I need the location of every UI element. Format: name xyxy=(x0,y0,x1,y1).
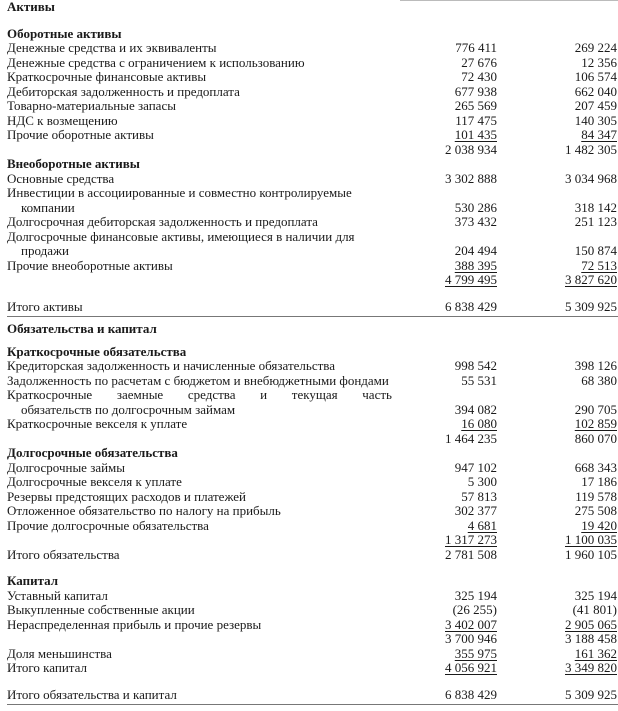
value-col2: 106 574 xyxy=(574,69,617,84)
balance-sheet xyxy=(7,0,618,702)
value-col2: 662 040 xyxy=(574,83,617,99)
value-col1: 373 432 xyxy=(454,214,497,229)
value-col1: 27 676 xyxy=(461,54,497,70)
row-label: Нераспределенная прибыль и прочие резервы xyxy=(7,616,262,632)
value-col1: 3 302 888 xyxy=(445,170,497,186)
noncurrent-liabilities-heading: Долгосрочные обязательства xyxy=(7,445,178,460)
value-col1: 101 435 xyxy=(454,127,497,142)
subtotal-col2: 860 070 xyxy=(574,430,617,446)
value-col1: 204 494 xyxy=(454,243,497,258)
value-col2: 3 034 968 xyxy=(565,170,617,186)
subtotal-row-current-liabilities xyxy=(7,432,618,447)
value-col2: 290 705 xyxy=(574,401,617,417)
value-col1: 947 102 xyxy=(454,459,497,475)
table-row xyxy=(7,618,618,633)
current-liabilities-heading: Краткосрочные обязательства xyxy=(7,343,187,359)
table-row xyxy=(7,85,618,100)
value-col1: 4 681 xyxy=(467,517,497,533)
value-col2: 84 347 xyxy=(581,127,617,142)
assets-heading: Активы xyxy=(7,0,55,14)
subtotal-row-current-assets xyxy=(7,143,618,158)
row-label: Долгосрочные векселя к уплате xyxy=(7,474,182,489)
table-row xyxy=(7,41,618,56)
value-col2: (41 801) xyxy=(572,602,617,617)
value-col1: 530 286 xyxy=(454,199,497,215)
table-row xyxy=(7,589,618,604)
value-col1: 998 542 xyxy=(454,358,497,373)
row-label-continuation: обязательств по долгосрочным займам xyxy=(21,401,236,417)
subsection-current-liabilities xyxy=(7,345,618,360)
table-row-continuation xyxy=(7,403,618,418)
value-col2: 72 513 xyxy=(581,257,617,273)
table-row xyxy=(7,114,618,129)
table-row-continuation xyxy=(7,244,618,259)
subtotal-col2: 1 482 305 xyxy=(565,141,617,157)
total-liabilities-equity-label: Итого обязательства и капитал xyxy=(7,686,177,702)
value-col2: 17 186 xyxy=(581,474,617,489)
word: заемные xyxy=(116,387,164,402)
row-label: Долгосрочные финансовые активы, имеющиеся в наличии для xyxy=(7,228,355,244)
value-col1: 55 531 xyxy=(461,372,497,388)
row-label: Инвестиции в ассоциированные и совместно контролируемые xyxy=(7,185,352,200)
total-rule xyxy=(7,316,618,317)
subsection-current-assets xyxy=(7,27,618,42)
table-row xyxy=(7,259,618,274)
value-col2: 269 224 xyxy=(574,40,617,55)
value-col2: 68 380 xyxy=(581,372,617,388)
total-col2: 5 309 925 xyxy=(565,298,617,314)
total-col1: 6 838 429 xyxy=(445,298,497,314)
value-col1: (26 255) xyxy=(452,602,497,617)
total-liabilities-equity-row xyxy=(7,688,618,703)
value-col1: 302 377 xyxy=(454,503,497,518)
value-col1: 677 938 xyxy=(454,83,497,99)
current-assets-heading: Оборотные активы xyxy=(7,25,122,41)
row-label: Краткосрочные финансовые активы xyxy=(7,69,207,84)
row-label: Задолженность по расчетам с бюджетом и внебюджетными фондами xyxy=(7,372,389,388)
value-col1: 16 080 xyxy=(461,416,497,431)
row-label-justified xyxy=(7,388,392,403)
value-col2: 140 305 xyxy=(574,112,617,128)
word: средства xyxy=(187,387,236,402)
total-col1: 4 056 921 xyxy=(445,660,497,675)
minority-interest-row xyxy=(7,647,618,662)
row-label: НДС к возмещению xyxy=(7,112,118,128)
value-col2: 668 343 xyxy=(574,459,617,475)
row-label: Прочие внеоборотные активы xyxy=(7,257,173,273)
row-label: Прочие долгосрочные обязательства xyxy=(7,517,209,533)
subsection-noncurrent-liabilities xyxy=(7,446,618,461)
table-row xyxy=(7,359,618,374)
row-label: Прочие оборотные активы xyxy=(7,127,154,142)
table-row xyxy=(7,504,618,519)
subtotal-row-noncurrent-assets xyxy=(7,273,618,288)
value-col1: 5 300 xyxy=(467,474,497,489)
total-liabilities-row xyxy=(7,548,618,563)
subtotal-col2: 1 100 035 xyxy=(565,532,617,547)
table-row xyxy=(7,56,618,71)
value-col2: 207 459 xyxy=(574,98,617,113)
table-row xyxy=(7,128,618,143)
value-col2: 150 874 xyxy=(574,243,617,258)
subtotal-col2: 3 188 458 xyxy=(565,631,617,646)
value-col2: 275 508 xyxy=(574,503,617,518)
row-label: Дебиторская задолженность и предоплата xyxy=(7,83,240,99)
subtotal-row-equity xyxy=(7,632,618,647)
row-label: Выкупленные собственные акции xyxy=(7,602,195,617)
row-label: Основные средства xyxy=(7,170,115,186)
row-label: Долгосрочная дебиторская задолженность и предоплата xyxy=(7,214,318,229)
value-col1: 265 569 xyxy=(454,98,497,113)
value-col2: 119 578 xyxy=(575,488,617,504)
value-col2: 318 142 xyxy=(574,199,617,215)
value-col1: 394 082 xyxy=(454,401,497,417)
liabilities-equity-heading: Обязательства и капитал xyxy=(7,321,157,336)
table-row xyxy=(7,186,618,201)
total-equity-label: Итого капитал xyxy=(7,660,87,675)
value-col1: 388 395 xyxy=(454,257,497,273)
word: Краткосрочные xyxy=(7,387,93,402)
table-row xyxy=(7,215,618,230)
table-row xyxy=(7,519,618,534)
value-col2: 161 362 xyxy=(574,645,617,661)
value-col1: 776 411 xyxy=(455,40,497,55)
subtotal-col1: 1 464 235 xyxy=(445,430,497,446)
table-row xyxy=(7,490,618,505)
table-row xyxy=(7,230,618,245)
row-label: Резервы предстоящих расходов и платежей xyxy=(7,488,246,504)
total-assets-label: Итого активы xyxy=(7,298,83,314)
table-row-continuation xyxy=(7,201,618,216)
word: и xyxy=(260,387,268,402)
subtotal-row-noncurrent-liabilities xyxy=(7,533,618,548)
value-col1: 3 402 007 xyxy=(445,616,497,632)
subsection-equity xyxy=(7,574,618,589)
value-col1: 325 194 xyxy=(454,587,497,603)
value-col2: 19 420 xyxy=(581,517,617,533)
row-label: Кредиторская задолженность и начисленные обязательства xyxy=(7,358,336,373)
subtotal-col2: 3 827 620 xyxy=(565,272,617,287)
total-col1: 6 838 429 xyxy=(445,686,497,702)
value-col1: 72 430 xyxy=(461,69,497,84)
total-equity-row xyxy=(7,661,618,676)
row-label: Денежные средства с ограничением к использованию xyxy=(7,54,305,70)
table-row xyxy=(7,374,618,389)
row-label: Доля меньшинства xyxy=(7,645,112,661)
value-col2: 2 905 065 xyxy=(565,616,617,632)
table-row xyxy=(7,70,618,85)
word: текущая xyxy=(291,387,338,402)
row-label: Долгосрочные займы xyxy=(7,459,126,475)
row-label: Денежные средства и их эквиваленты xyxy=(7,40,217,55)
subtotal-col1: 1 317 273 xyxy=(445,532,497,547)
value-col1: 57 813 xyxy=(461,488,497,504)
subtotal-col1: 2 038 934 xyxy=(445,141,497,157)
value-col2: 102 859 xyxy=(574,416,617,431)
word: часть xyxy=(362,387,392,402)
subtotal-col1: 3 700 946 xyxy=(445,631,497,646)
table-row xyxy=(7,417,618,432)
row-label-continuation: компании xyxy=(21,199,75,215)
noncurrent-assets-heading: Внеоборотные активы xyxy=(7,156,140,171)
value-col2: 251 123 xyxy=(574,214,617,229)
row-label: Товарно-материальные запасы xyxy=(7,98,176,113)
value-col2: 398 126 xyxy=(574,358,617,373)
total-col1: 2 781 508 xyxy=(445,546,497,562)
subsection-noncurrent-assets xyxy=(7,157,618,172)
section-title-liabilities-equity xyxy=(7,322,618,337)
table-row xyxy=(7,172,618,187)
total-liabilities-label: Итого обязательства xyxy=(7,546,120,562)
row-label: Уставный капитал xyxy=(7,587,108,603)
row-label: Краткосрочные векселя к уплате xyxy=(7,416,188,431)
value-col2: 325 194 xyxy=(574,587,617,603)
table-row xyxy=(7,461,618,476)
total-assets-row xyxy=(7,300,618,315)
value-col1: 117 475 xyxy=(455,112,497,128)
table-row xyxy=(7,99,618,114)
table-row xyxy=(7,603,618,618)
section-title-assets xyxy=(7,0,618,15)
row-label-continuation: продажи xyxy=(21,243,69,258)
table-row xyxy=(7,388,618,403)
subtotal-col1: 4 799 495 xyxy=(445,272,497,287)
total-col2: 1 960 105 xyxy=(565,546,617,562)
total-rule xyxy=(7,704,618,705)
value-col1: 355 975 xyxy=(454,645,497,661)
total-col2: 3 349 820 xyxy=(565,660,617,675)
table-row xyxy=(7,475,618,490)
equity-heading: Капитал xyxy=(7,573,59,588)
total-col2: 5 309 925 xyxy=(565,686,617,702)
row-label: Отложенное обязательство по налогу на прибыль xyxy=(7,503,281,518)
value-col2: 12 356 xyxy=(581,54,617,70)
